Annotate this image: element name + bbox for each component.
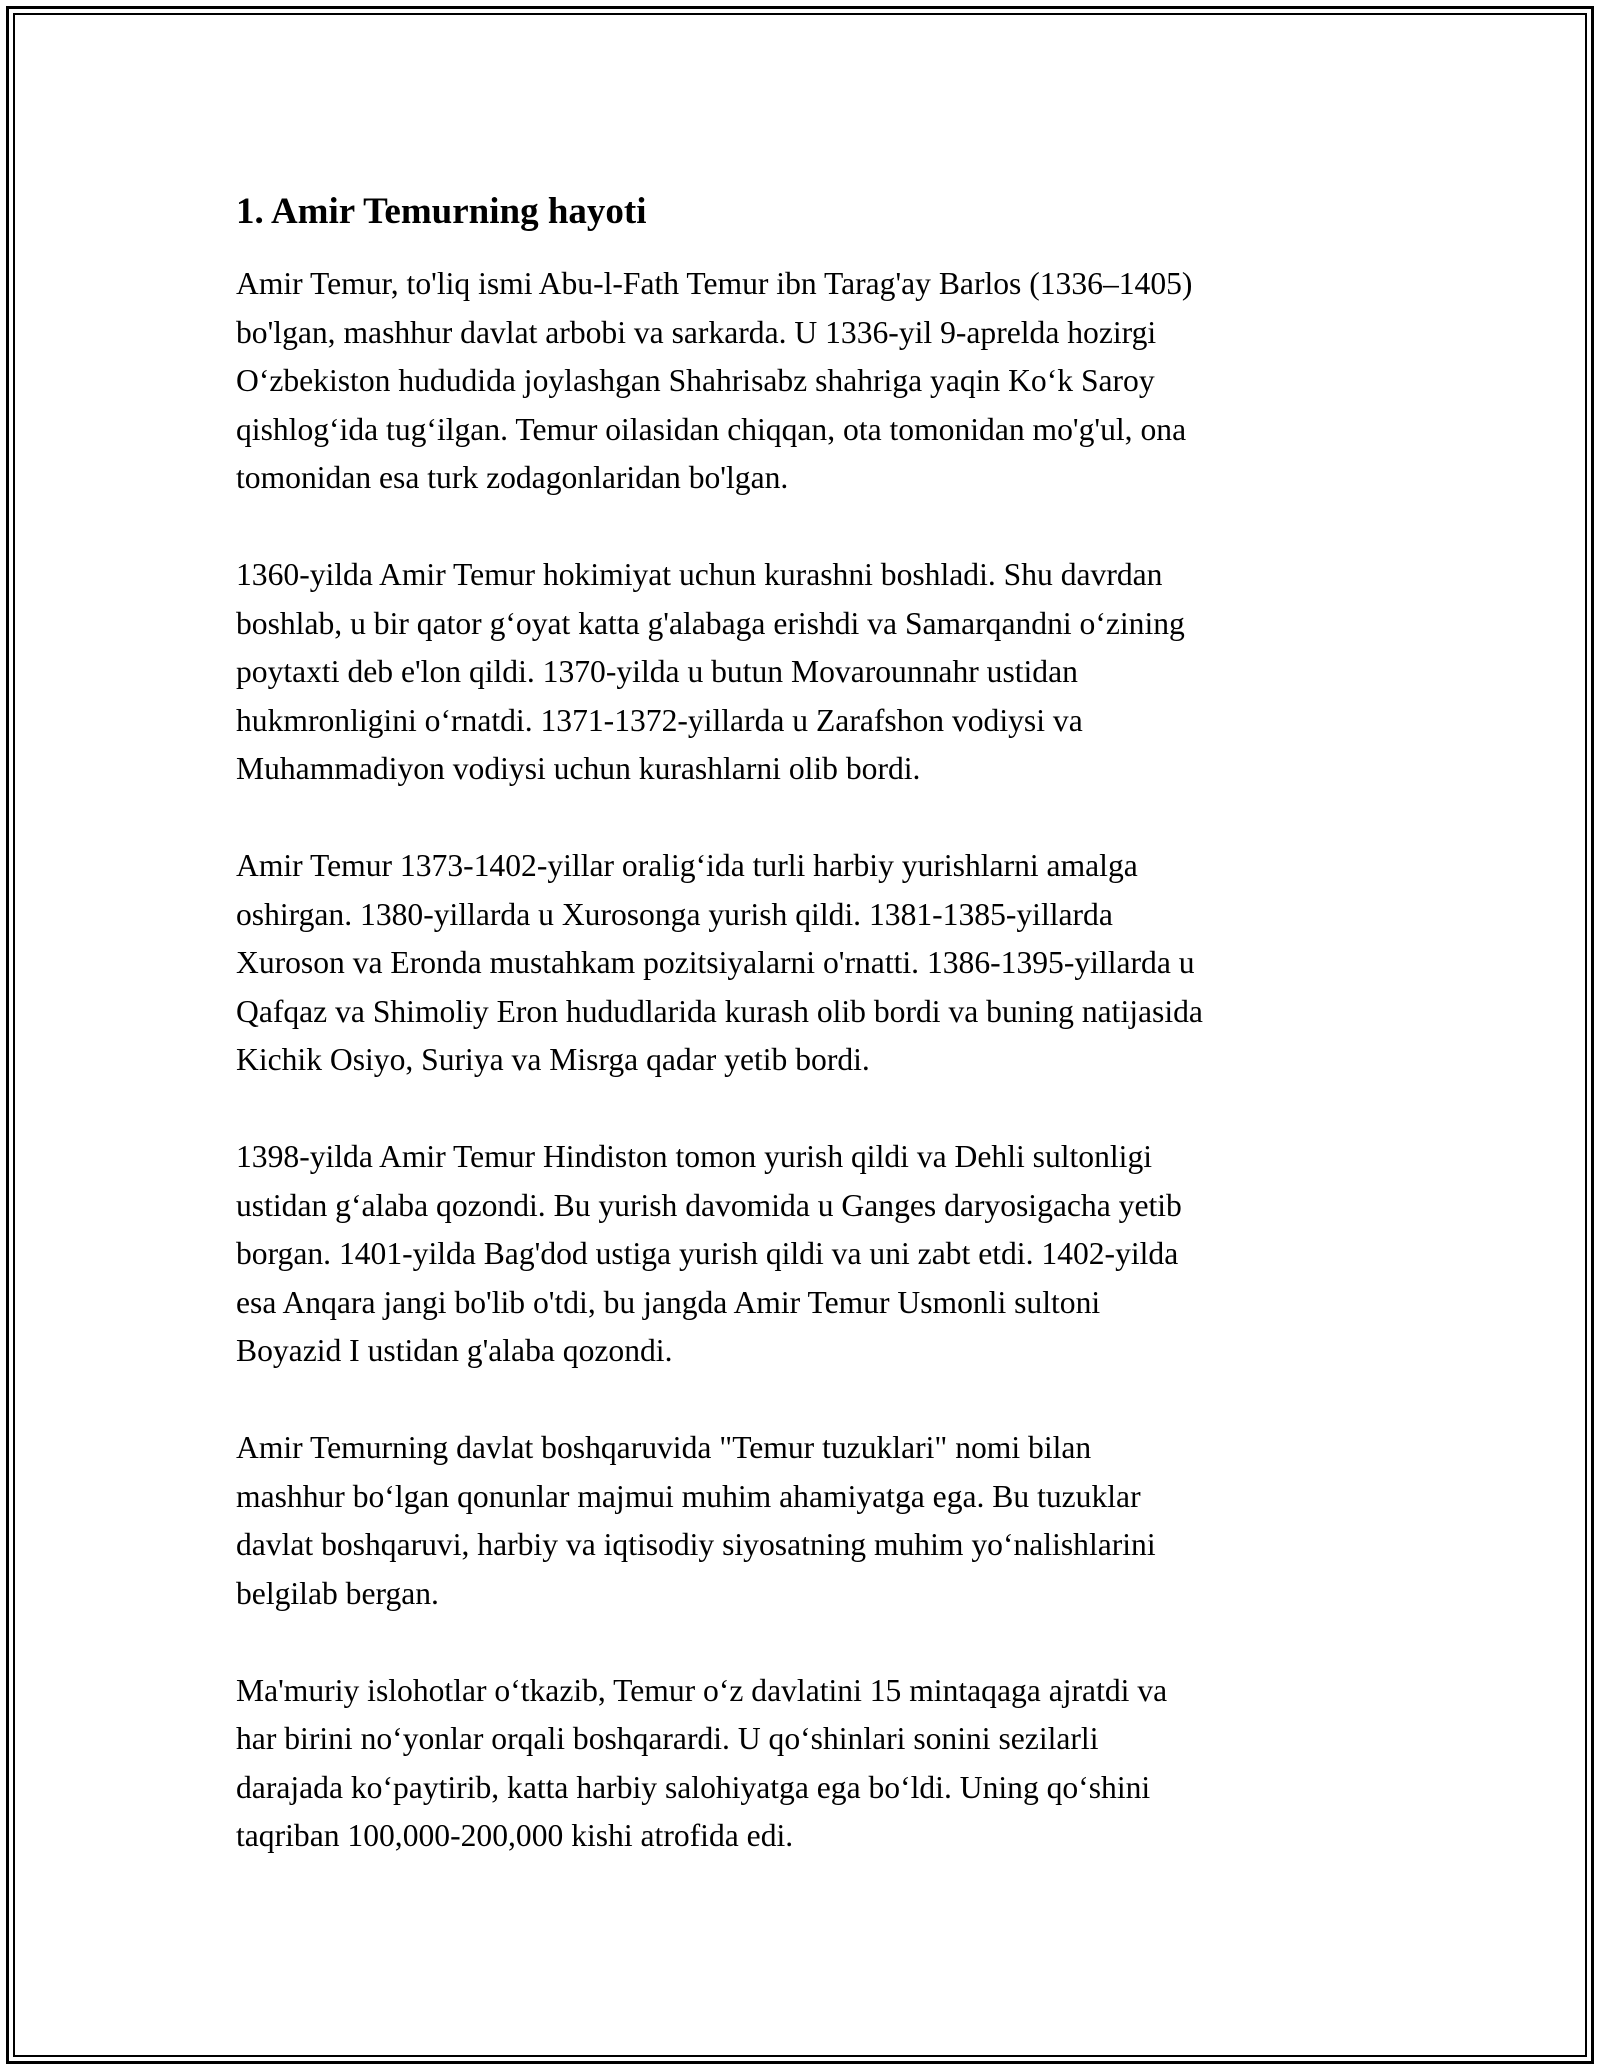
paragraph: 1360-yilda Amir Temur hokimiyat uchun kurashni boshladi. Shu davrdan boshlab, u bir qator g‘oyat katta g'alabaga erishdi va Samarqandni o‘zining poytaxti deb e'lon qildi. 1370-yilda u butun Movarounnahr ustidan hukmronligini o‘rnatdi. 1371-1372-yillarda u Zarafshon vodiysi va Muhammadiyon vodiysi uchun kurashlarni olib bordi. (236, 557, 1185, 786)
document-body (236, 188, 1376, 1861)
paragraph: 1398-yilda Amir Temur Hindiston tomon yurish qildi va Dehli sultonligi ustidan g‘alaba qozondi. Bu yurish davomida u Ganges daryosigacha yetib borgan. 1401-yilda Bag'dod ustiga yurish qildi va uni zabt etdi. 1402-yilda esa Anqara jangi bo'lib o'tdi, bu jangda Amir Temur Usmonli sultoni Boyazid I ustidan g'alaba qozondi. (236, 1139, 1182, 1368)
paragraph: Ma'muriy islohotlar o‘tkazib, Temur o‘z davlatini 15 mintaqaga ajratdi va har birini no‘yonlar orqali boshqarardi. U qo‘shinlari sonini sezilarli darajada ko‘paytirib, katta harbiy salohiyatga ega bo‘ldi. Uning qo‘shini taqriban 100,000-200,000 kishi atrofida edi. (236, 1672, 1168, 1853)
section-title: 1. Amir Temurning hayoti (236, 191, 647, 232)
paragraph: Amir Temurning davlat boshqaruvida "Temur tuzuklari" nomi bilan mashhur bo‘lgan qonunlar majmui muhim ahamiyatga ega. Bu tuzuklar davlat boshqaruvi, harbiy va iqtisodiy siyosatning muhim yo‘nalishlarini belgilab bergan. (236, 1430, 1156, 1611)
paragraph: Amir Temur 1373-1402-yillar oralig‘ida turli harbiy yurishlarni amalga oshirgan. 1380-yillarda u Xurosonga yurish qildi. 1381-1385-yillarda Xuroson va Eronda mustahkam pozitsiyalarni o'rnatti. 1386-1395-yillarda u Qafqaz va Shimoliy Eron hududlarida kurash olib bordi va buning natijasida Kichik Osiyo, Suriya va Misrga qadar yetib bordi. (236, 848, 1203, 1077)
paragraph: Amir Temur, to'liq ismi Abu-l-Fath Temur ibn Tarag'ay Barlos (1336–1405) bo'lgan, mashhur davlat arbobi va sarkarda. U 1336-yil 9-aprelda hozirgi O‘zbekiston hududida joylashgan Shahrisabz shahriga yaqin Ko‘k Saroy qishlog‘ida tug‘ilgan. Temur oilasidan chiqqan, ota tomonidan mo'g'ul, ona tomonidan esa turk zodagonlaridan bo'lgan. (236, 266, 1193, 495)
